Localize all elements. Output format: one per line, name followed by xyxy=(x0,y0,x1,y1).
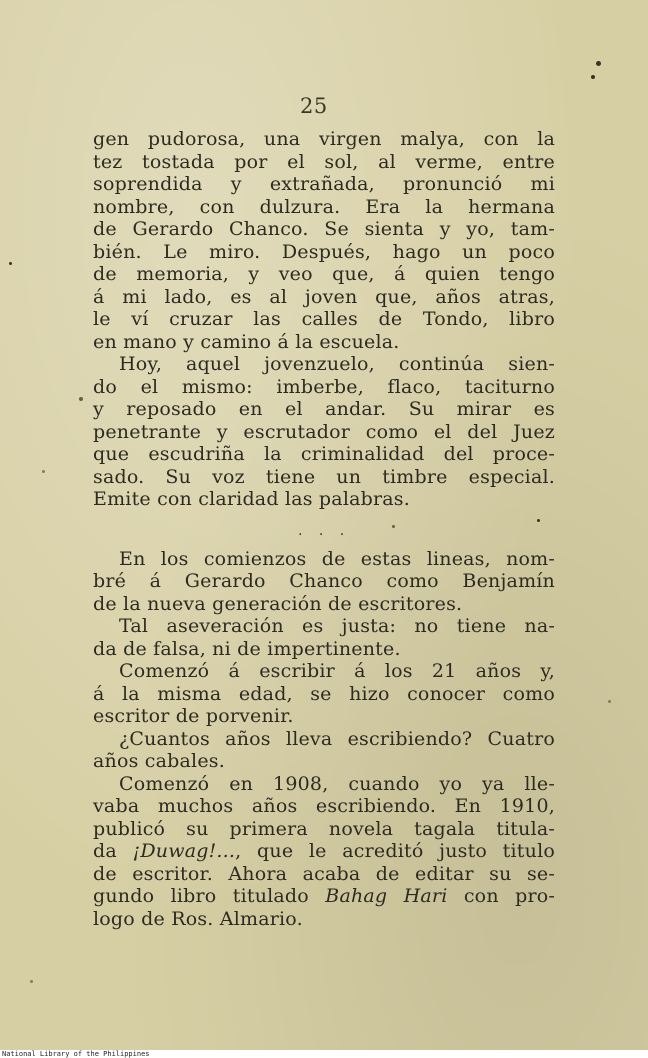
text-line: publicó su primera novela tagala titula- xyxy=(93,817,555,840)
text-line xyxy=(93,885,555,908)
body-text xyxy=(93,128,555,930)
text-fragment: da xyxy=(93,840,133,862)
text-fragment: gundo libro titulado xyxy=(93,885,326,907)
text-line: da de falsa, ni de impertinente. xyxy=(93,637,401,660)
text-line: logo de Ros. Almario. xyxy=(93,907,303,930)
text-line: le ví cruzar las calles de Tondo, libro xyxy=(93,308,555,330)
text-line: ¿Cuantos años lleva escribiendo? Cuatro xyxy=(119,727,555,750)
text-line: soprendida y extrañada, pronunció mi xyxy=(93,173,555,195)
ink-speck xyxy=(608,700,611,703)
text-line: vaba muchos años escribiendo. En 1910, xyxy=(93,795,555,817)
text-line: En los comienzos de estas lineas, nom- xyxy=(119,547,555,570)
text-line: tez tostada por el sol, al verme, entre xyxy=(93,150,555,173)
text-line: á la misma edad, se hizo conocer como xyxy=(93,682,555,705)
ink-speck xyxy=(79,397,83,401)
ink-speck xyxy=(9,262,12,265)
text-line: en mano y camino á la escuela. xyxy=(93,330,400,353)
ink-speck xyxy=(42,470,45,473)
text-line: do el mismo: imberbe, flaco, taciturno xyxy=(93,375,555,398)
paragraph xyxy=(93,615,555,660)
book-title: ¡Duwag!... xyxy=(132,840,236,862)
text-line: de la nueva generación de escritores. xyxy=(93,592,463,615)
text-line: bién. Le miro. Después, hago un poco xyxy=(93,240,555,263)
ink-speck xyxy=(591,75,595,79)
paragraph xyxy=(93,728,555,773)
section-break-dots: . . . xyxy=(298,522,351,539)
paragraph xyxy=(93,353,555,511)
text-line: Comenzó á escribir á los 21 años y, xyxy=(119,660,555,682)
section-break xyxy=(93,511,555,548)
text-line: nombre, con dulzura. Era la hermana xyxy=(93,195,555,218)
ink-speck xyxy=(596,61,601,66)
book-title: Bahag Hari xyxy=(325,885,448,907)
text-line: de memoria, y veo que, á quien tengo xyxy=(93,263,555,285)
text-fragment: , que le acreditó justo titulo xyxy=(235,840,555,862)
text-line: sado. Su voz tiene un timbre especial. xyxy=(93,465,555,488)
text-line: á mi lado, es al joven que, años atras, xyxy=(93,285,555,308)
text-line: Emite con claridad las palabras. xyxy=(93,488,410,510)
paragraph xyxy=(93,773,555,931)
text-line xyxy=(93,840,555,863)
text-line: bré á Gerardo Chanco como Benjamín xyxy=(93,570,555,592)
text-fragment: con pro- xyxy=(447,885,555,907)
text-line: de escritor. Ahora acaba de editar su se- xyxy=(93,862,555,885)
paragraph xyxy=(93,548,555,616)
paragraph xyxy=(93,128,555,353)
text-line: Hoy, aquel jovenzuelo, continúa sien- xyxy=(119,353,555,375)
text-line: y reposado en el andar. Su mirar es xyxy=(93,398,555,420)
ink-speck xyxy=(30,980,33,983)
text-line: penetrante y escrutador como el del Juez xyxy=(93,420,555,443)
text-line: escritor de porvenir. xyxy=(93,705,294,727)
footer-credit: National Library of the Philippines xyxy=(2,1050,150,1058)
page-number: 25 xyxy=(300,94,328,118)
text-line: que escudriña la criminalidad del proce- xyxy=(93,443,555,465)
paragraph xyxy=(93,660,555,728)
text-line: Comenzó en 1908, cuando yo ya lle- xyxy=(119,772,555,795)
text-line: de Gerardo Chanco. Se sienta y yo, tam- xyxy=(93,218,555,240)
text-line: Tal aseveración es justa: no tiene na- xyxy=(119,615,555,637)
text-line: gen pudorosa, una virgen malya, con la xyxy=(93,128,555,150)
text-line: años cabales. xyxy=(93,750,225,772)
